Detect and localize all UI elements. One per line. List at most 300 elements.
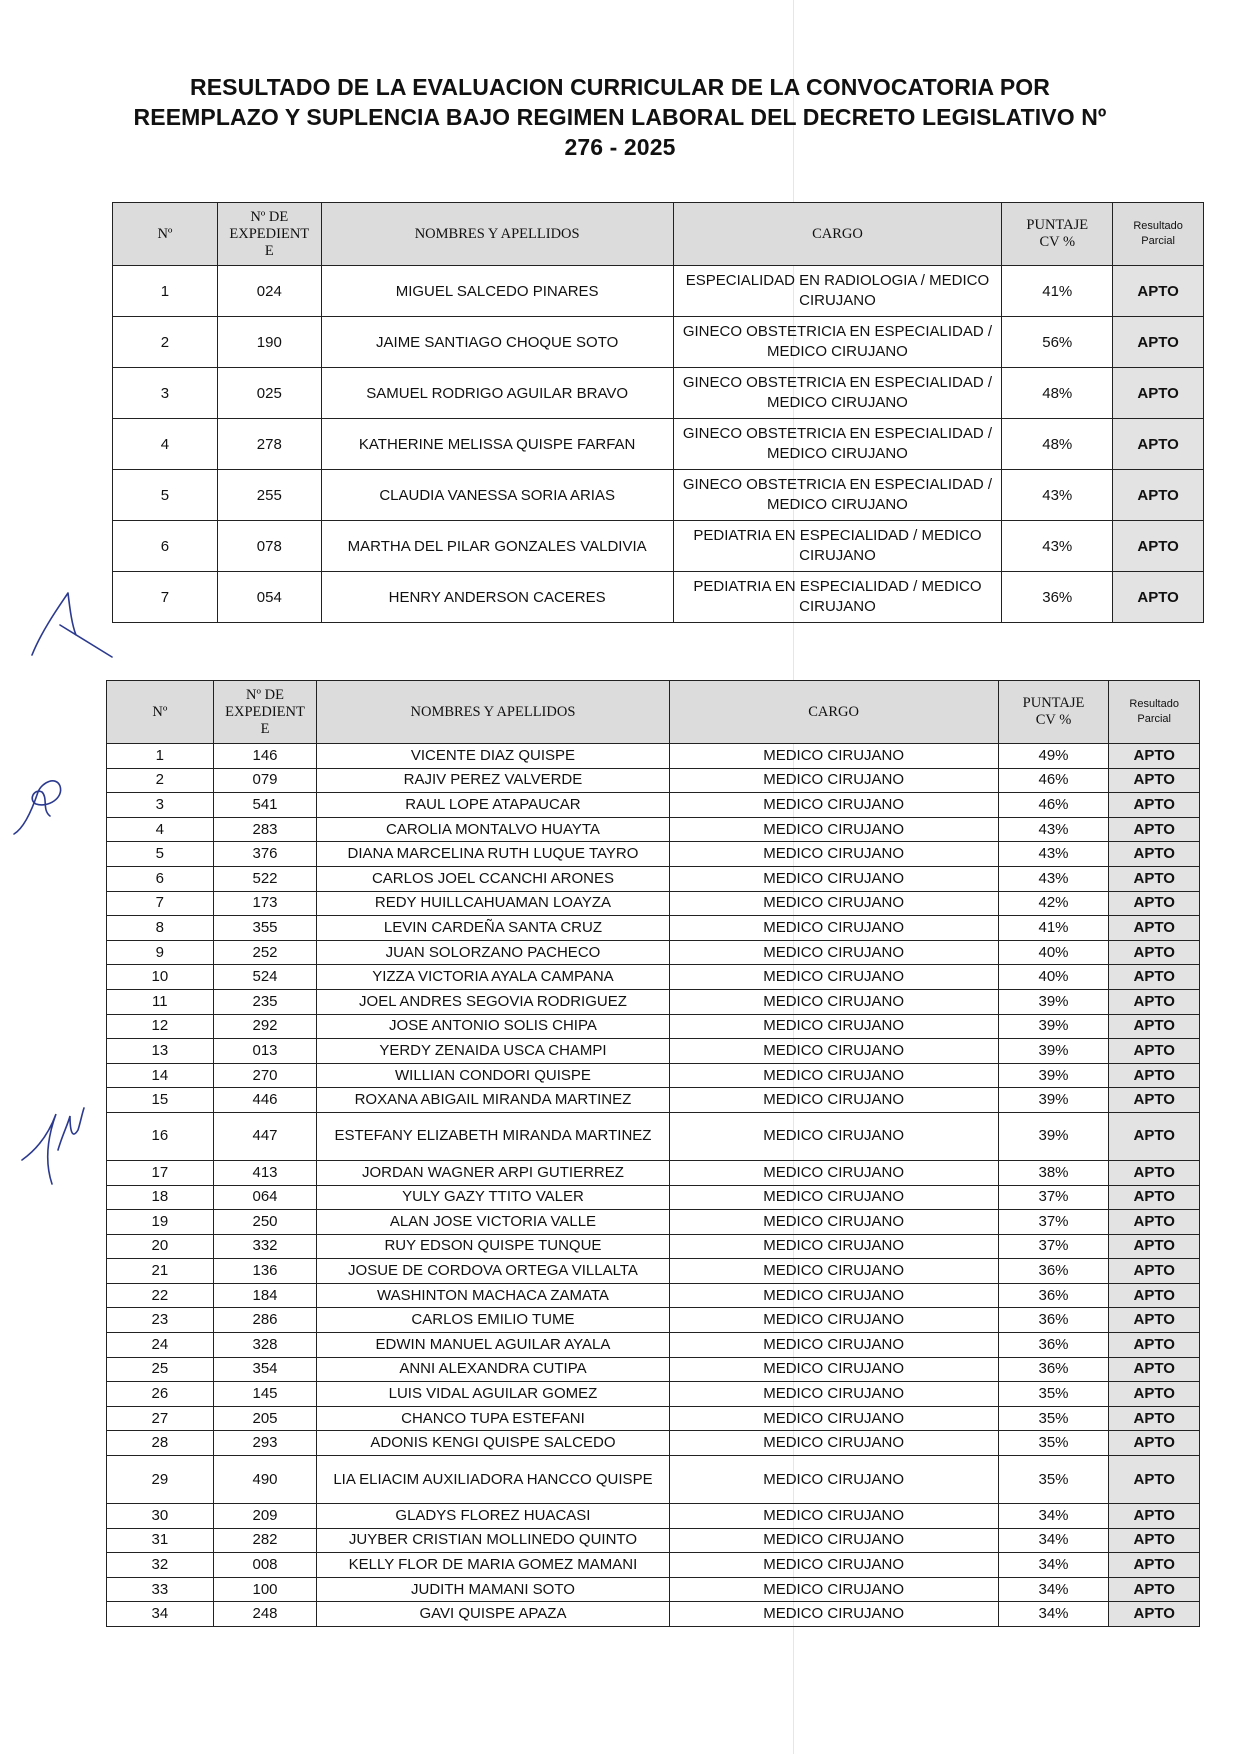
expediente-number: 250 — [213, 1210, 317, 1235]
candidate-name: JOEL ANDRES SEGOVIA RODRIGUEZ — [317, 989, 669, 1014]
cargo: MEDICO CIRUJANO — [669, 1210, 998, 1235]
expediente-number: 190 — [217, 317, 321, 368]
row-number: 34 — [107, 1602, 214, 1627]
candidate-name: WASHINTON MACHACA ZAMATA — [317, 1283, 669, 1308]
resultado-parcial: APTO — [1109, 768, 1200, 793]
table-row — [107, 1406, 1200, 1431]
table-row — [107, 1602, 1200, 1627]
puntaje-cv: 37% — [998, 1210, 1109, 1235]
cargo: MEDICO CIRUJANO — [669, 1283, 998, 1308]
row-number: 21 — [107, 1259, 214, 1284]
puntaje-cv: 36% — [998, 1333, 1109, 1358]
header-no: Nº — [107, 681, 214, 744]
title-line-1: RESULTADO DE LA EVALUACION CURRICULAR DE LA CONVOCATORIA POR — [190, 74, 1050, 100]
candidate-name: EDWIN MANUEL AGUILAR AYALA — [317, 1333, 669, 1358]
puntaje-cv: 46% — [998, 793, 1109, 818]
resultado-parcial: APTO — [1109, 965, 1200, 990]
cargo: MEDICO CIRUJANO — [669, 1382, 998, 1407]
row-number: 23 — [107, 1308, 214, 1333]
expediente-number: 282 — [213, 1528, 317, 1553]
expediente-number: 255 — [217, 470, 321, 521]
resultado-parcial: APTO — [1109, 989, 1200, 1014]
table-row — [107, 1112, 1200, 1160]
candidate-name: RAUL LOPE ATAPAUCAR — [317, 793, 669, 818]
puntaje-cv: 38% — [998, 1160, 1109, 1185]
expediente-number: 376 — [213, 842, 317, 867]
cargo: MEDICO CIRUJANO — [669, 1406, 998, 1431]
puntaje-cv: 48% — [1002, 419, 1113, 470]
table-row — [107, 1308, 1200, 1333]
puntaje-cv: 35% — [998, 1382, 1109, 1407]
table-row — [107, 793, 1200, 818]
cargo: MEDICO CIRUJANO — [669, 1088, 998, 1113]
candidate-name: VICENTE DIAZ QUISPE — [317, 744, 669, 769]
row-number: 30 — [107, 1504, 214, 1529]
expediente-number: 332 — [213, 1234, 317, 1259]
resultado-parcial: APTO — [1109, 842, 1200, 867]
row-number: 6 — [107, 866, 214, 891]
puntaje-cv: 37% — [998, 1185, 1109, 1210]
row-number: 16 — [107, 1112, 214, 1160]
puntaje-cv: 39% — [998, 989, 1109, 1014]
candidate-name: YIZZA VICTORIA AYALA CAMPANA — [317, 965, 669, 990]
candidate-name: ADONIS KENGI QUISPE SALCEDO — [317, 1431, 669, 1456]
candidate-name: HENRY ANDERSON CACERES — [321, 572, 673, 623]
header-resultado: Resultado Parcial — [1109, 681, 1200, 744]
resultado-parcial: APTO — [1113, 470, 1204, 521]
puntaje-cv: 39% — [998, 1088, 1109, 1113]
title-line-3: 276 - 2025 — [564, 134, 676, 160]
resultado-parcial: APTO — [1109, 1382, 1200, 1407]
resultado-parcial: APTO — [1109, 1112, 1200, 1160]
row-number: 24 — [107, 1333, 214, 1358]
puntaje-cv: 36% — [1002, 572, 1113, 623]
puntaje-cv: 40% — [998, 940, 1109, 965]
puntaje-cv: 43% — [998, 866, 1109, 891]
row-number: 19 — [107, 1210, 214, 1235]
candidate-name: LUIS VIDAL AGUILAR GOMEZ — [317, 1382, 669, 1407]
table-row — [107, 1185, 1200, 1210]
table-row — [107, 916, 1200, 941]
cargo: MEDICO CIRUJANO — [669, 1528, 998, 1553]
candidate-name: CHANCO TUPA ESTEFANI — [317, 1406, 669, 1431]
table-row — [107, 1504, 1200, 1529]
header-cargo: CARGO — [669, 681, 998, 744]
header-resultado: Resultado Parcial — [1113, 203, 1204, 266]
puntaje-cv: 36% — [998, 1308, 1109, 1333]
table-row — [107, 768, 1200, 793]
puntaje-cv: 34% — [998, 1602, 1109, 1627]
expediente-number: 354 — [213, 1357, 317, 1382]
cargo: MEDICO CIRUJANO — [669, 1577, 998, 1602]
cargo: MEDICO CIRUJANO — [669, 1234, 998, 1259]
table-row — [113, 368, 1204, 419]
row-number: 1 — [107, 744, 214, 769]
table-row — [107, 1382, 1200, 1407]
candidate-name: RAJIV PEREZ VALVERDE — [317, 768, 669, 793]
candidate-name: YULY GAZY TTITO VALER — [317, 1185, 669, 1210]
candidate-name: WILLIAN CONDORI QUISPE — [317, 1063, 669, 1088]
resultado-parcial: APTO — [1113, 521, 1204, 572]
cargo: MEDICO CIRUJANO — [669, 1456, 998, 1504]
table-row — [107, 1063, 1200, 1088]
puntaje-cv: 39% — [998, 1039, 1109, 1064]
candidate-name: LEVIN CARDEÑA SANTA CRUZ — [317, 916, 669, 941]
puntaje-cv: 41% — [1002, 266, 1113, 317]
resultado-parcial: APTO — [1109, 1185, 1200, 1210]
row-number: 6 — [113, 521, 218, 572]
expediente-number: 413 — [213, 1160, 317, 1185]
expediente-number: 293 — [213, 1431, 317, 1456]
resultado-parcial: APTO — [1109, 1602, 1200, 1627]
table-row — [107, 1234, 1200, 1259]
puntaje-cv: 34% — [998, 1528, 1109, 1553]
puntaje-cv: 43% — [1002, 521, 1113, 572]
expediente-number: 008 — [213, 1553, 317, 1578]
cargo: MEDICO CIRUJANO — [669, 1039, 998, 1064]
cargo: MEDICO CIRUJANO — [669, 793, 998, 818]
resultado-parcial: APTO — [1113, 572, 1204, 623]
puntaje-cv: 39% — [998, 1063, 1109, 1088]
row-number: 22 — [107, 1283, 214, 1308]
expediente-number: 054 — [217, 572, 321, 623]
resultado-parcial: APTO — [1109, 1456, 1200, 1504]
table-row — [113, 521, 1204, 572]
cargo: MEDICO CIRUJANO — [669, 866, 998, 891]
cargo: MEDICO CIRUJANO — [669, 1333, 998, 1358]
row-number: 9 — [107, 940, 214, 965]
expediente-number: 278 — [217, 419, 321, 470]
cargo: PEDIATRIA EN ESPECIALIDAD / MEDICO CIRUJANO — [673, 572, 1002, 623]
candidate-name: MIGUEL SALCEDO PINARES — [321, 266, 673, 317]
row-number: 15 — [107, 1088, 214, 1113]
expediente-number: 524 — [213, 965, 317, 990]
candidate-name: GAVI QUISPE APAZA — [317, 1602, 669, 1627]
row-number: 5 — [107, 842, 214, 867]
row-number: 28 — [107, 1431, 214, 1456]
puntaje-cv: 56% — [1002, 317, 1113, 368]
table-row — [107, 1577, 1200, 1602]
resultado-parcial: APTO — [1109, 1234, 1200, 1259]
candidate-name: KATHERINE MELISSA QUISPE FARFAN — [321, 419, 673, 470]
puntaje-cv: 43% — [998, 817, 1109, 842]
puntaje-cv: 40% — [998, 965, 1109, 990]
cargo: GINECO OBSTETRICIA EN ESPECIALIDAD / MEDICO CIRUJANO — [673, 419, 1002, 470]
puntaje-cv: 34% — [998, 1553, 1109, 1578]
cargo: MEDICO CIRUJANO — [669, 744, 998, 769]
table-row — [107, 965, 1200, 990]
candidate-name: LIA ELIACIM AUXILIADORA HANCCO QUISPE — [317, 1456, 669, 1504]
row-number: 29 — [107, 1456, 214, 1504]
table-row — [107, 744, 1200, 769]
specialty-results-table — [112, 202, 1204, 623]
resultado-parcial: APTO — [1109, 793, 1200, 818]
table-row — [107, 1431, 1200, 1456]
cargo: MEDICO CIRUJANO — [669, 1553, 998, 1578]
expediente-number: 209 — [213, 1504, 317, 1529]
row-number: 4 — [113, 419, 218, 470]
cargo: MEDICO CIRUJANO — [669, 940, 998, 965]
resultado-parcial: APTO — [1109, 1160, 1200, 1185]
row-number: 20 — [107, 1234, 214, 1259]
cargo: MEDICO CIRUJANO — [669, 1063, 998, 1088]
expediente-number: 146 — [213, 744, 317, 769]
puntaje-cv: 36% — [998, 1259, 1109, 1284]
expediente-number: 173 — [213, 891, 317, 916]
candidate-name: REDY HUILLCAHUAMAN LOAYZA — [317, 891, 669, 916]
row-number: 11 — [107, 989, 214, 1014]
resultado-parcial: APTO — [1109, 916, 1200, 941]
table-row — [107, 842, 1200, 867]
page-title — [120, 72, 1120, 162]
table-row — [107, 1553, 1200, 1578]
table-row — [107, 1210, 1200, 1235]
cargo: GINECO OBSTETRICIA EN ESPECIALIDAD / MEDICO CIRUJANO — [673, 470, 1002, 521]
candidate-name: CARLOS JOEL CCANCHI ARONES — [317, 866, 669, 891]
row-number: 5 — [113, 470, 218, 521]
table-row — [107, 817, 1200, 842]
resultado-parcial: APTO — [1109, 1528, 1200, 1553]
candidate-name: JAIME SANTIAGO CHOQUE SOTO — [321, 317, 673, 368]
table-row — [107, 989, 1200, 1014]
puntaje-cv: 42% — [998, 891, 1109, 916]
resultado-parcial: APTO — [1109, 1577, 1200, 1602]
table-row — [107, 1333, 1200, 1358]
resultado-parcial: APTO — [1109, 940, 1200, 965]
candidate-name: CAROLIA MONTALVO HUAYTA — [317, 817, 669, 842]
header-no: Nº — [113, 203, 218, 266]
puntaje-cv: 39% — [998, 1014, 1109, 1039]
cargo: MEDICO CIRUJANO — [669, 768, 998, 793]
puntaje-cv: 43% — [998, 842, 1109, 867]
expediente-number: 292 — [213, 1014, 317, 1039]
resultado-parcial: APTO — [1113, 317, 1204, 368]
expediente-number: 446 — [213, 1088, 317, 1113]
row-number: 31 — [107, 1528, 214, 1553]
cargo: MEDICO CIRUJANO — [669, 1259, 998, 1284]
candidate-name: ROXANA ABIGAIL MIRANDA MARTINEZ — [317, 1088, 669, 1113]
row-number: 33 — [107, 1577, 214, 1602]
row-number: 3 — [107, 793, 214, 818]
cargo: MEDICO CIRUJANO — [669, 916, 998, 941]
cargo: MEDICO CIRUJANO — [669, 1504, 998, 1529]
table-row — [107, 1160, 1200, 1185]
header-nombres: NOMBRES Y APELLIDOS — [321, 203, 673, 266]
cargo: MEDICO CIRUJANO — [669, 842, 998, 867]
expediente-number: 136 — [213, 1259, 317, 1284]
resultado-parcial: APTO — [1109, 817, 1200, 842]
header-expediente: Nº DE EXPEDIENT E — [213, 681, 317, 744]
expediente-number: 522 — [213, 866, 317, 891]
table-row — [107, 1014, 1200, 1039]
candidate-name: JOSUE DE CORDOVA ORTEGA VILLALTA — [317, 1259, 669, 1284]
expediente-number: 252 — [213, 940, 317, 965]
row-number: 27 — [107, 1406, 214, 1431]
expediente-number: 078 — [217, 521, 321, 572]
cargo: MEDICO CIRUJANO — [669, 1185, 998, 1210]
candidate-name: KELLY FLOR DE MARIA GOMEZ MAMANI — [317, 1553, 669, 1578]
row-number: 3 — [113, 368, 218, 419]
candidate-name: CARLOS EMILIO TUME — [317, 1308, 669, 1333]
header-puntaje: PUNTAJE CV % — [998, 681, 1109, 744]
table-row — [113, 266, 1204, 317]
puntaje-cv: 34% — [998, 1504, 1109, 1529]
resultado-parcial: APTO — [1109, 891, 1200, 916]
cargo: GINECO OBSTETRICIA EN ESPECIALIDAD / MEDICO CIRUJANO — [673, 368, 1002, 419]
resultado-parcial: APTO — [1109, 866, 1200, 891]
resultado-parcial: APTO — [1109, 1504, 1200, 1529]
candidate-name: ANNI ALEXANDRA CUTIPA — [317, 1357, 669, 1382]
puntaje-cv: 36% — [998, 1357, 1109, 1382]
puntaje-cv: 37% — [998, 1234, 1109, 1259]
resultado-parcial: APTO — [1109, 1063, 1200, 1088]
resultado-parcial: APTO — [1113, 368, 1204, 419]
expediente-number: 248 — [213, 1602, 317, 1627]
table-row — [113, 419, 1204, 470]
resultado-parcial: APTO — [1109, 1357, 1200, 1382]
table-row — [113, 317, 1204, 368]
row-number: 14 — [107, 1063, 214, 1088]
expediente-number: 013 — [213, 1039, 317, 1064]
candidate-name: MARTHA DEL PILAR GONZALES VALDIVIA — [321, 521, 673, 572]
candidate-name: CLAUDIA VANESSA SORIA ARIAS — [321, 470, 673, 521]
puntaje-cv: 49% — [998, 744, 1109, 769]
signature-2-icon — [8, 770, 68, 840]
medico-cirujano-results-table — [106, 680, 1200, 1627]
resultado-parcial: APTO — [1109, 1088, 1200, 1113]
table-row — [107, 891, 1200, 916]
puntaje-cv: 41% — [998, 916, 1109, 941]
expediente-number: 355 — [213, 916, 317, 941]
row-number: 17 — [107, 1160, 214, 1185]
puntaje-cv: 48% — [1002, 368, 1113, 419]
resultado-parcial: APTO — [1109, 1039, 1200, 1064]
expediente-number: 235 — [213, 989, 317, 1014]
cargo: MEDICO CIRUJANO — [669, 1112, 998, 1160]
resultado-parcial: APTO — [1109, 1259, 1200, 1284]
expediente-number: 024 — [217, 266, 321, 317]
table-header-row — [113, 203, 1204, 266]
table-row — [107, 1039, 1200, 1064]
puntaje-cv: 35% — [998, 1456, 1109, 1504]
puntaje-cv: 35% — [998, 1431, 1109, 1456]
puntaje-cv: 36% — [998, 1283, 1109, 1308]
resultado-parcial: APTO — [1113, 266, 1204, 317]
expediente-number: 079 — [213, 768, 317, 793]
resultado-parcial: APTO — [1109, 1553, 1200, 1578]
row-number: 2 — [113, 317, 218, 368]
cargo: MEDICO CIRUJANO — [669, 989, 998, 1014]
header-puntaje: PUNTAJE CV % — [1002, 203, 1113, 266]
candidate-name: ESTEFANY ELIZABETH MIRANDA MARTINEZ — [317, 1112, 669, 1160]
resultado-parcial: APTO — [1109, 1431, 1200, 1456]
puntaje-cv: 43% — [1002, 470, 1113, 521]
table-row — [107, 1456, 1200, 1504]
cargo: PEDIATRIA EN ESPECIALIDAD / MEDICO CIRUJANO — [673, 521, 1002, 572]
row-number: 18 — [107, 1185, 214, 1210]
resultado-parcial: APTO — [1109, 1210, 1200, 1235]
table-row — [107, 940, 1200, 965]
cargo: MEDICO CIRUJANO — [669, 1160, 998, 1185]
row-number: 7 — [107, 891, 214, 916]
cargo: MEDICO CIRUJANO — [669, 1014, 998, 1039]
candidate-name: ALAN JOSE VICTORIA VALLE — [317, 1210, 669, 1235]
candidate-name: GLADYS FLOREZ HUACASI — [317, 1504, 669, 1529]
row-number: 2 — [107, 768, 214, 793]
expediente-number: 025 — [217, 368, 321, 419]
expediente-number: 184 — [213, 1283, 317, 1308]
resultado-parcial: APTO — [1109, 1333, 1200, 1358]
expediente-number: 490 — [213, 1456, 317, 1504]
puntaje-cv: 46% — [998, 768, 1109, 793]
signature-1-icon — [20, 585, 120, 665]
expediente-number: 447 — [213, 1112, 317, 1160]
row-number: 32 — [107, 1553, 214, 1578]
resultado-parcial: APTO — [1109, 1308, 1200, 1333]
title-line-2: REEMPLAZO Y SUPLENCIA BAJO REGIMEN LABORAL DEL DECRETO LEGISLATIVO Nº — [133, 104, 1107, 130]
table-row — [107, 1283, 1200, 1308]
cargo: MEDICO CIRUJANO — [669, 1357, 998, 1382]
row-number: 1 — [113, 266, 218, 317]
signature-3-icon — [18, 1100, 88, 1190]
row-number: 8 — [107, 916, 214, 941]
puntaje-cv: 39% — [998, 1112, 1109, 1160]
candidate-name: SAMUEL RODRIGO AGUILAR BRAVO — [321, 368, 673, 419]
cargo: MEDICO CIRUJANO — [669, 965, 998, 990]
row-number: 7 — [113, 572, 218, 623]
cargo: ESPECIALIDAD EN RADIOLOGIA / MEDICO CIRUJANO — [673, 266, 1002, 317]
puntaje-cv: 34% — [998, 1577, 1109, 1602]
expediente-number: 205 — [213, 1406, 317, 1431]
candidate-name: JOSE ANTONIO SOLIS CHIPA — [317, 1014, 669, 1039]
resultado-parcial: APTO — [1109, 1406, 1200, 1431]
row-number: 13 — [107, 1039, 214, 1064]
expediente-number: 283 — [213, 817, 317, 842]
expediente-number: 270 — [213, 1063, 317, 1088]
row-number: 25 — [107, 1357, 214, 1382]
cargo: MEDICO CIRUJANO — [669, 891, 998, 916]
row-number: 10 — [107, 965, 214, 990]
expediente-number: 541 — [213, 793, 317, 818]
table-header-row — [107, 681, 1200, 744]
table-row — [107, 866, 1200, 891]
candidate-name: JUAN SOLORZANO PACHECO — [317, 940, 669, 965]
expediente-number: 286 — [213, 1308, 317, 1333]
header-nombres: NOMBRES Y APELLIDOS — [317, 681, 669, 744]
table-row — [113, 470, 1204, 521]
cargo: MEDICO CIRUJANO — [669, 1602, 998, 1627]
header-expediente: Nº DE EXPEDIENT E — [217, 203, 321, 266]
candidate-name: DIANA MARCELINA RUTH LUQUE TAYRO — [317, 842, 669, 867]
resultado-parcial: APTO — [1109, 1014, 1200, 1039]
row-number: 4 — [107, 817, 214, 842]
cargo: MEDICO CIRUJANO — [669, 817, 998, 842]
resultado-parcial: APTO — [1109, 1283, 1200, 1308]
resultado-parcial: APTO — [1109, 744, 1200, 769]
expediente-number: 145 — [213, 1382, 317, 1407]
row-number: 12 — [107, 1014, 214, 1039]
resultado-parcial: APTO — [1113, 419, 1204, 470]
header-cargo: CARGO — [673, 203, 1002, 266]
candidate-name: JUDITH MAMANI SOTO — [317, 1577, 669, 1602]
expediente-number: 100 — [213, 1577, 317, 1602]
candidate-name: YERDY ZENAIDA USCA CHAMPI — [317, 1039, 669, 1064]
table-row — [107, 1088, 1200, 1113]
table-row — [107, 1357, 1200, 1382]
candidate-name: RUY EDSON QUISPE TUNQUE — [317, 1234, 669, 1259]
row-number: 26 — [107, 1382, 214, 1407]
table-row — [113, 572, 1204, 623]
